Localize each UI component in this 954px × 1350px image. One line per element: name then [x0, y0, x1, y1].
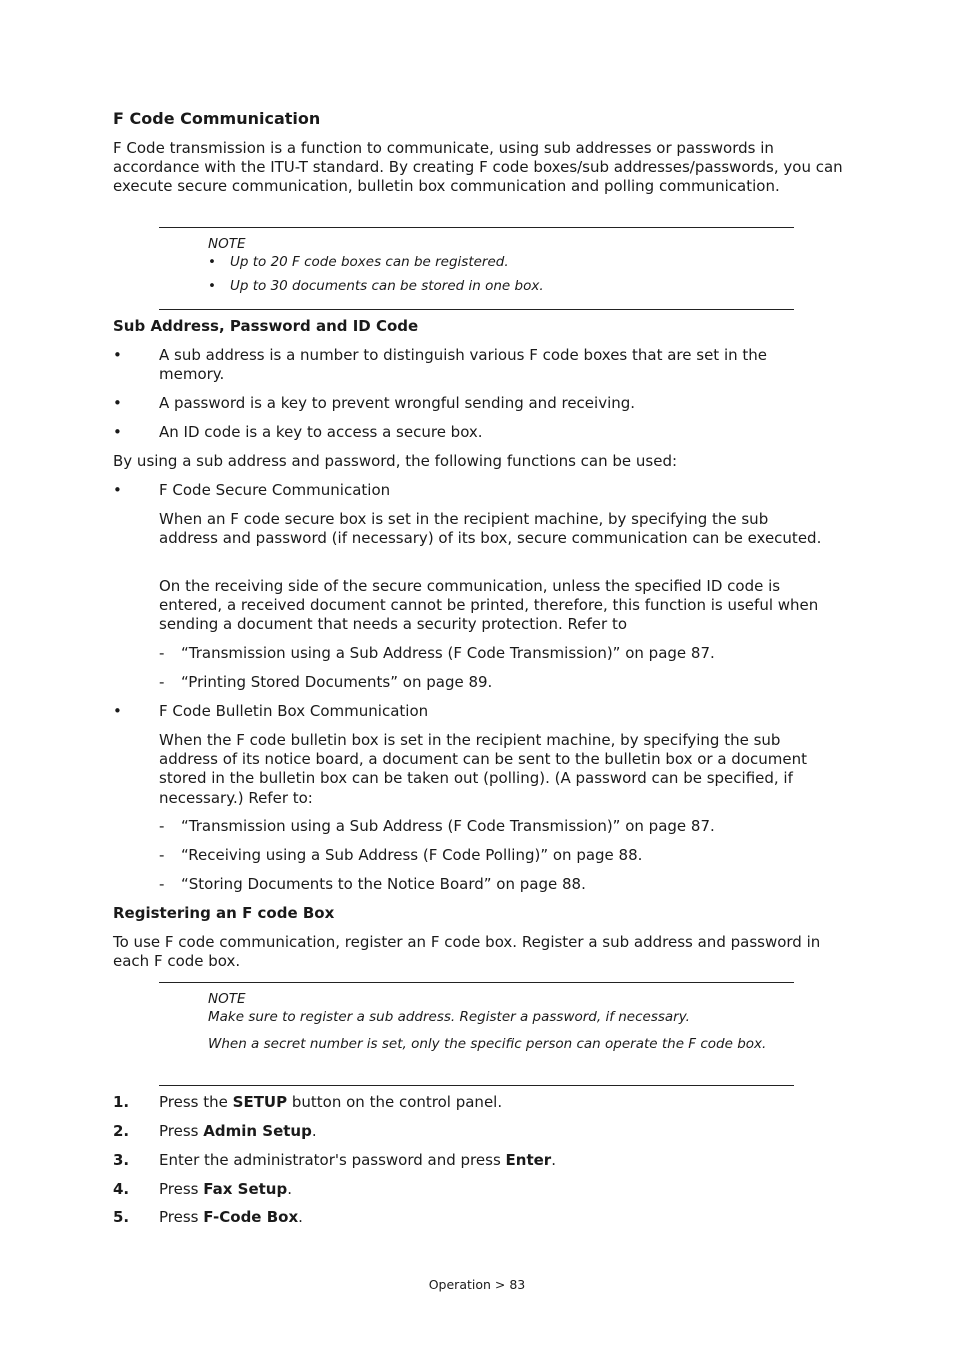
lead-paragraph: By using a sub address and password, the following functions can be used:: [113, 452, 678, 470]
dash-marker: -: [159, 846, 165, 864]
body-paragraph: When an F code secure box is set in the recipient machine, by specifying the sub address and password (if necessary) of its box, secure communication can be executed.: [159, 510, 822, 548]
list-bullet: •: [113, 423, 122, 441]
intro-paragraph: F Code transmission is a function to communicate, using sub addresses or passwords in accordance with the ITU-T standard. By creating F code boxes/sub addresses/passwords, you can execute secure communication, bulletin box communication and polling communication.: [113, 139, 843, 196]
step-text: Press Admin Setup.: [159, 1122, 317, 1140]
note-bottom-rule: [159, 1085, 794, 1086]
list-bullet: •: [113, 346, 122, 364]
note-top-rule: [159, 227, 794, 228]
dash-marker: -: [159, 817, 165, 835]
note-label: NOTE: [208, 236, 246, 252]
note-bottom-rule: [159, 309, 794, 310]
list-bullet: •: [113, 481, 122, 499]
step-number: 1.: [113, 1093, 130, 1111]
step-text: Press the SETUP button on the control panel.: [159, 1093, 503, 1111]
body-paragraph: On the receiving side of the secure communication, unless the specified ID code is entered, a received document cannot be printed, therefore, this function is useful when sending a document that needs a security protection. Refer to: [159, 577, 819, 634]
list-item-title: F Code Bulletin Box Communication: [159, 702, 429, 720]
cross-reference-link[interactable]: “Printing Stored Documents” on page 89.: [181, 673, 493, 691]
step-text: Press Fax Setup.: [159, 1180, 292, 1198]
list-bullet: •: [113, 394, 122, 412]
note-item: Up to 20 F code boxes can be registered.: [230, 254, 509, 270]
step-number: 2.: [113, 1122, 130, 1140]
intro-paragraph: To use F code communication, register an F code box. Register a sub address and password in each F code box.: [113, 933, 821, 971]
page-footer: Operation > 83: [428, 1277, 526, 1292]
note-label: NOTE: [208, 991, 246, 1007]
subsection-title: Registering an F code Box: [113, 904, 335, 922]
step-text: Press F-Code Box.: [159, 1208, 303, 1226]
note-item: Up to 30 documents can be stored in one box.: [230, 278, 544, 294]
list-item-title: F Code Secure Communication: [159, 481, 391, 499]
step-number: 3.: [113, 1151, 130, 1169]
note-text: Make sure to register a sub address. Register a password, if necessary.: [208, 1009, 690, 1025]
cross-reference-link[interactable]: “Receiving using a Sub Address (F Code Polling)” on page 88.: [181, 846, 643, 864]
cross-reference-link[interactable]: “Transmission using a Sub Address (F Code Transmission)” on page 87.: [181, 817, 715, 835]
list-bullet: •: [113, 702, 122, 720]
dash-marker: -: [159, 875, 165, 893]
note-bullet: •: [208, 278, 216, 294]
step-number: 4.: [113, 1180, 130, 1198]
dash-marker: -: [159, 644, 165, 662]
step-number: 5.: [113, 1208, 130, 1226]
note-top-rule: [159, 982, 794, 983]
note-bullet: •: [208, 254, 216, 270]
cross-reference-link[interactable]: “Storing Documents to the Notice Board” on page 88.: [181, 875, 586, 893]
cross-reference-link[interactable]: “Transmission using a Sub Address (F Code Transmission)” on page 87.: [181, 644, 715, 662]
body-paragraph: When the F code bulletin box is set in the recipient machine, by specifying the sub address of its notice board, a document can be sent to the bulletin box or a document stored in the bulletin box can be taken out (polling). (A password can be specified, if necessary.) Refer to:: [159, 731, 807, 807]
dash-marker: -: [159, 673, 165, 691]
list-item: A sub address is a number to distinguish various F code boxes that are set in the memory.: [159, 346, 768, 384]
subsection-title: Sub Address, Password and ID Code: [113, 317, 419, 335]
step-text: Enter the administrator's password and press Enter.: [159, 1151, 556, 1169]
note-text: When a secret number is set, only the specific person can operate the F code box.: [208, 1036, 767, 1052]
list-item: An ID code is a key to access a secure box.: [159, 423, 483, 441]
section-title: F Code Communication: [113, 109, 321, 128]
list-item: A password is a key to prevent wrongful sending and receiving.: [159, 394, 636, 412]
